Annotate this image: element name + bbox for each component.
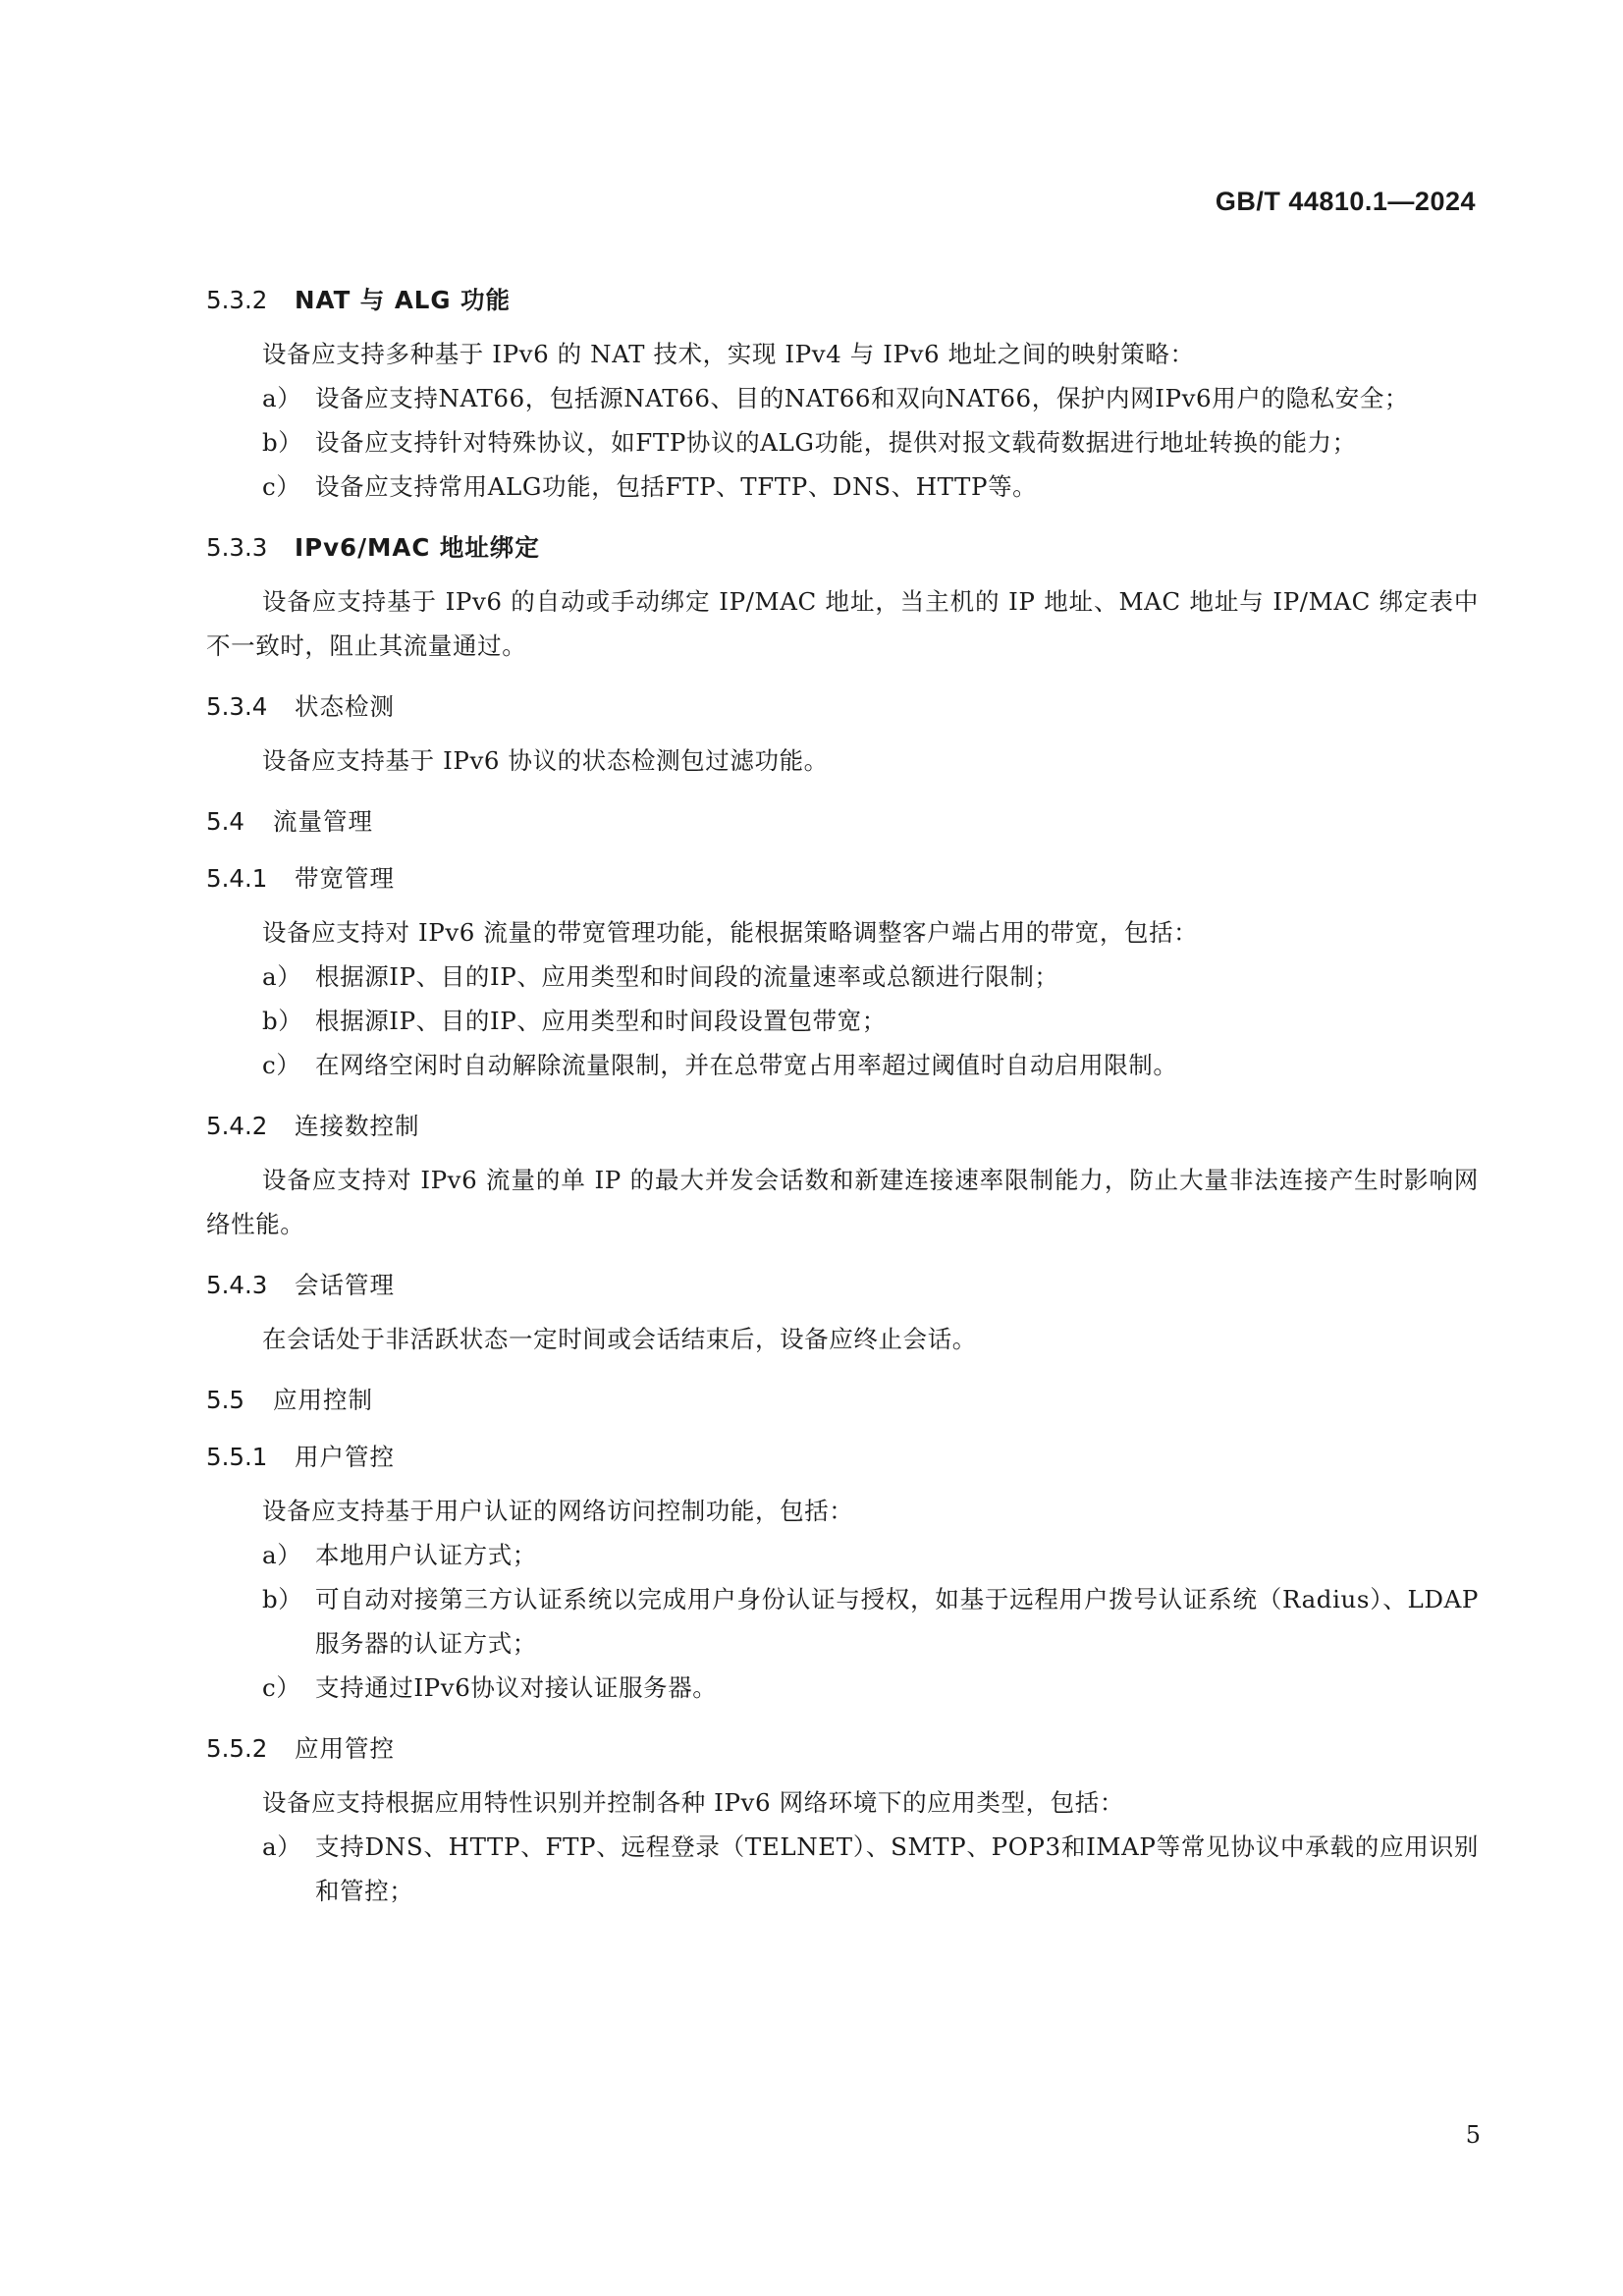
section-heading xyxy=(206,804,1479,840)
section-number: 5.3.2 xyxy=(206,286,268,314)
list-label: c） xyxy=(262,472,301,501)
section-paragraph: 设备应支持对 IPv6 流量的单 IP 的最大并发会话数和新建连接速率限制能力，防止大量非法连接产生时影响网络性能。 xyxy=(206,1166,1479,1238)
section-5-5-2 xyxy=(206,1731,1479,1913)
section-title: 流量管理 xyxy=(273,807,373,836)
section-intro: 设备应支持对 IPv6 流量的带宽管理功能，能根据策略调整客户端占用的带宽，包括： xyxy=(262,918,1199,947)
section-title: 应用控制 xyxy=(273,1386,373,1414)
list-label: a） xyxy=(262,1541,302,1569)
list-item xyxy=(206,1666,1479,1710)
section-heading xyxy=(206,283,1479,318)
section-5-3-2 xyxy=(206,283,1479,509)
section-5-3-3 xyxy=(206,530,1479,668)
list-label: a） xyxy=(262,1832,302,1861)
section-heading xyxy=(206,1731,1479,1767)
list-label: c） xyxy=(262,1673,301,1702)
list-text: 设备应支持NAT66，包括源NAT66、目的NAT66和双向NAT66，保护内网IPv6用户的隐私安全； xyxy=(315,384,1410,412)
list-text: 本地用户认证方式； xyxy=(315,1541,537,1569)
list-item xyxy=(206,1825,1479,1913)
list-text: 根据源IP、目的IP、应用类型和时间段设置包带宽； xyxy=(315,1007,887,1035)
list-item xyxy=(206,465,1479,509)
section-title: NAT 与 ALG 功能 xyxy=(295,286,512,314)
list-text: 支持通过IPv6协议对接认证服务器。 xyxy=(315,1673,718,1702)
section-title: 连接数控制 xyxy=(295,1112,420,1140)
section-heading xyxy=(206,1440,1479,1475)
section-intro: 设备应支持基于用户认证的网络访问控制功能，包括： xyxy=(262,1497,854,1525)
section-heading xyxy=(206,1268,1479,1303)
list-text: 可自动对接第三方认证系统以完成用户身份认证与授权，如基于远程用户拨号认证系统（Radius）、LDAP服务器的认证方式； xyxy=(315,1585,1479,1658)
section-5-3-4 xyxy=(206,689,1479,783)
list-text: 设备应支持针对特殊协议，如FTP协议的ALG功能，提供对报文载荷数据进行地址转换的能力； xyxy=(315,428,1357,457)
section-title: 带宽管理 xyxy=(295,864,395,893)
section-number: 5.3.3 xyxy=(206,533,268,562)
list-item xyxy=(206,1577,1479,1666)
section-number: 5.4.3 xyxy=(206,1271,268,1299)
standard-code: GB/T 44810.1—2024 xyxy=(1215,187,1476,216)
section-number: 5.4.2 xyxy=(206,1112,268,1140)
section-5-5 xyxy=(206,1383,1479,1418)
list-label: a） xyxy=(262,962,302,991)
section-5-4 xyxy=(206,804,1479,840)
list-item xyxy=(206,999,1479,1043)
list-item xyxy=(206,1533,1479,1577)
section-number: 5.4 xyxy=(206,807,244,836)
list-label: b） xyxy=(262,1585,303,1613)
section-heading xyxy=(206,1383,1479,1418)
list-text: 在网络空闲时自动解除流量限制，并在总带宽占用率超过阈值时自动启用限制。 xyxy=(315,1051,1178,1079)
list-item xyxy=(206,1043,1479,1087)
page-content xyxy=(206,283,1479,1913)
section-5-5-1 xyxy=(206,1440,1479,1710)
section-5-4-2 xyxy=(206,1109,1479,1246)
section-paragraph: 设备应支持基于 IPv6 的自动或手动绑定 IP/MAC 地址，当主机的 IP 地址、MAC 地址与 IP/MAC 绑定表中不一致时，阻止其流量通过。 xyxy=(206,587,1479,660)
section-paragraph: 在会话处于非活跃状态一定时间或会话结束后，设备应终止会话。 xyxy=(262,1325,977,1353)
section-heading xyxy=(206,861,1479,897)
list-label: b） xyxy=(262,1007,303,1035)
list-label: b） xyxy=(262,428,303,457)
section-heading xyxy=(206,530,1479,566)
section-number: 5.4.1 xyxy=(206,864,268,893)
section-paragraph: 设备应支持基于 IPv6 协议的状态检测包过滤功能。 xyxy=(262,746,829,775)
list-item xyxy=(206,420,1479,465)
list-label: c） xyxy=(262,1051,301,1079)
section-number: 5.5 xyxy=(206,1386,244,1414)
section-number: 5.5.2 xyxy=(206,1734,268,1763)
section-number: 5.5.1 xyxy=(206,1443,268,1471)
section-5-4-3 xyxy=(206,1268,1479,1361)
section-title: 用户管控 xyxy=(295,1443,395,1471)
list-text: 支持DNS、HTTP、FTP、远程登录（TELNET）、SMTP、POP3和IMAP等常见协议中承载的应用识别和管控； xyxy=(315,1832,1479,1905)
section-title: IPv6/MAC 地址绑定 xyxy=(295,533,540,562)
list-text: 根据源IP、目的IP、应用类型和时间段的流量速率或总额进行限制； xyxy=(315,962,1059,991)
page-number: 5 xyxy=(1465,2121,1481,2149)
section-number: 5.3.4 xyxy=(206,692,268,721)
section-title: 状态检测 xyxy=(295,692,395,721)
section-heading xyxy=(206,689,1479,725)
section-title: 应用管控 xyxy=(295,1734,395,1763)
section-heading xyxy=(206,1109,1479,1144)
list-label: a） xyxy=(262,384,302,412)
list-item xyxy=(206,955,1479,999)
section-5-4-1 xyxy=(206,861,1479,1087)
list-item xyxy=(206,376,1479,420)
list-text: 设备应支持常用ALG功能，包括FTP、TFTP、DNS、HTTP等。 xyxy=(315,472,1038,501)
section-intro: 设备应支持多种基于 IPv6 的 NAT 技术，实现 IPv4 与 IPv6 地址之间的映射策略： xyxy=(262,340,1195,368)
section-intro: 设备应支持根据应用特性识别并控制各种 IPv6 网络环境下的应用类型，包括： xyxy=(262,1788,1124,1817)
section-title: 会话管理 xyxy=(295,1271,395,1299)
